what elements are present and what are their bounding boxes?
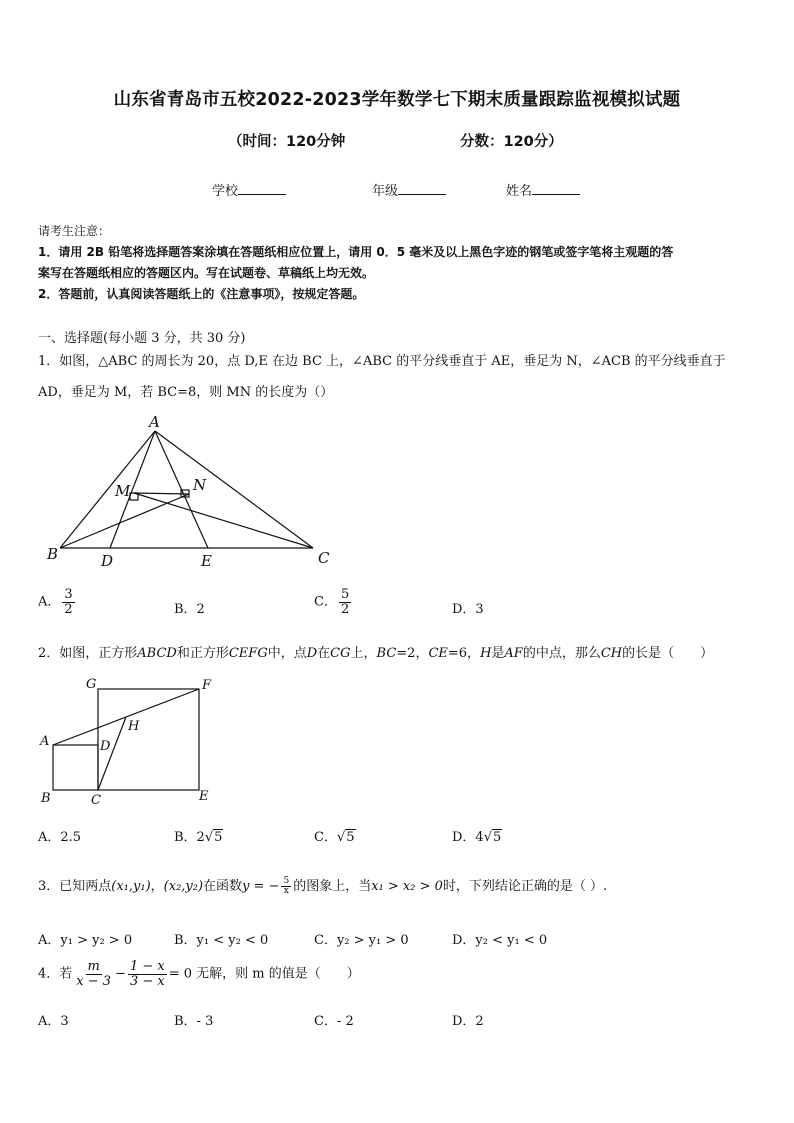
figure-2-label-F: F	[202, 678, 212, 693]
notice-heading: 请考生注意：	[38, 224, 111, 238]
q2-option-b[interactable]: B．2√5	[174, 830, 223, 845]
q2-option-c[interactable]: C．√5	[314, 830, 355, 845]
figure-2-label-B: B	[41, 791, 51, 806]
question-1-figure	[38, 408, 348, 573]
exam-title: 山东省青岛市五校2022-2023学年数学七下期末质量跟踪监视模拟试题	[113, 90, 681, 110]
name-field: 姓名	[506, 180, 580, 199]
figure-1-label-A: A	[149, 413, 160, 431]
figure-1-label-B: B	[47, 545, 59, 563]
grade-field: 年级	[372, 180, 446, 199]
question-1-line-2: AD，垂足为 M，若 BC=8，则 MN 的长度为（）	[38, 385, 334, 400]
figure-2-label-E: E	[199, 789, 209, 804]
notice-item-1-line-1: 1．请用 2B 铅笔将选择题答案涂填在答题纸相应位置上，请用 0．5 毫米及以上黑色字迹的钢笔或签字笔将主观题的答	[38, 245, 674, 259]
question-2-figure	[38, 672, 228, 812]
q3-option-b[interactable]: B．y₁ < y₂ < 0	[174, 933, 269, 948]
school-field: 学校	[212, 180, 286, 199]
notice	[38, 221, 758, 305]
exam-score: 分数：120分）	[460, 134, 563, 150]
figure-2-label-C: C	[91, 793, 101, 808]
q1-option-a[interactable]: A． $\frac{3}{2}$	[38, 587, 73, 617]
q2-option-a[interactable]: A．2.5	[38, 830, 82, 845]
question-4: 4．若 $\frac{m}{x - 3}$ − $\frac{1 - x}{3 - x}$ = 0 无解，则 m 的值是（ ）	[38, 959, 360, 989]
q4-option-b[interactable]: B．- 3	[174, 1014, 214, 1029]
question-2: 2．如图，正方形ABCD和正方形CEFG中，点D在CG上，BC=2，CE=6，H是AF的中点，那么CH的长是（ ）	[38, 646, 714, 661]
q4-option-a[interactable]: A．3	[38, 1014, 69, 1029]
section-heading: 一、选择题(每小题 3 分，共 30 分)	[38, 331, 246, 346]
figure-2-label-H: H	[128, 719, 140, 734]
figure-1-label-E: E	[201, 552, 212, 570]
question-1-options	[38, 588, 758, 628]
figure-1-label-D: D	[101, 552, 114, 570]
q1-option-d[interactable]: D．3	[452, 602, 484, 617]
question-4-options	[38, 1010, 758, 1032]
figure-1-label-C: C	[318, 549, 330, 567]
figure-1-label-N: N	[193, 476, 207, 494]
question-1	[38, 346, 763, 408]
q3-option-c[interactable]: C．y₂ > y₁ > 0	[314, 933, 409, 948]
notice-item-1-line-2: 案写在答题纸相应的答题区内。写在试题卷、草稿纸上均无效。	[38, 266, 375, 280]
figure-1-label-M: M	[115, 482, 131, 500]
question-3-options	[38, 929, 758, 951]
exam-time: （时间：120分钟	[228, 134, 346, 150]
question-2-options	[38, 826, 758, 848]
question-1-line-1: 1．如图，△ABC 的周长为 20，点 D,E 在边 BC 上，∠ABC 的平分线垂直于 AE，垂足为 N，∠ACB 的平分线垂直于	[38, 354, 726, 369]
q3-option-d[interactable]: D．y₂ < y₁ < 0	[452, 933, 548, 948]
q2-option-d[interactable]: D．4√5	[452, 830, 502, 845]
question-3: 3．已知两点(x₁,y₁)，(x₂,y₂)在函数y = − $\frac{5}{x}$ 的图象上，当x₁ > x₂ > 0时，下列结论正确的是（ ）.	[38, 875, 608, 896]
q1-option-b[interactable]: B．2	[174, 602, 205, 617]
notice-item-2: 2．答题前，认真阅读答题纸上的《注意事项》，按规定答题。	[38, 287, 365, 301]
q4-option-c[interactable]: C．- 2	[314, 1014, 354, 1029]
q3-option-a[interactable]: A．y₁ > y₂ > 0	[38, 933, 133, 948]
figure-2-label-A: A	[40, 734, 50, 749]
q1-option-c[interactable]: C． $\frac{5}{2}$	[314, 587, 350, 617]
q4-option-d[interactable]: D．2	[452, 1014, 484, 1029]
figure-2-label-G: G	[86, 677, 97, 692]
figure-2-label-D: D	[100, 739, 111, 754]
